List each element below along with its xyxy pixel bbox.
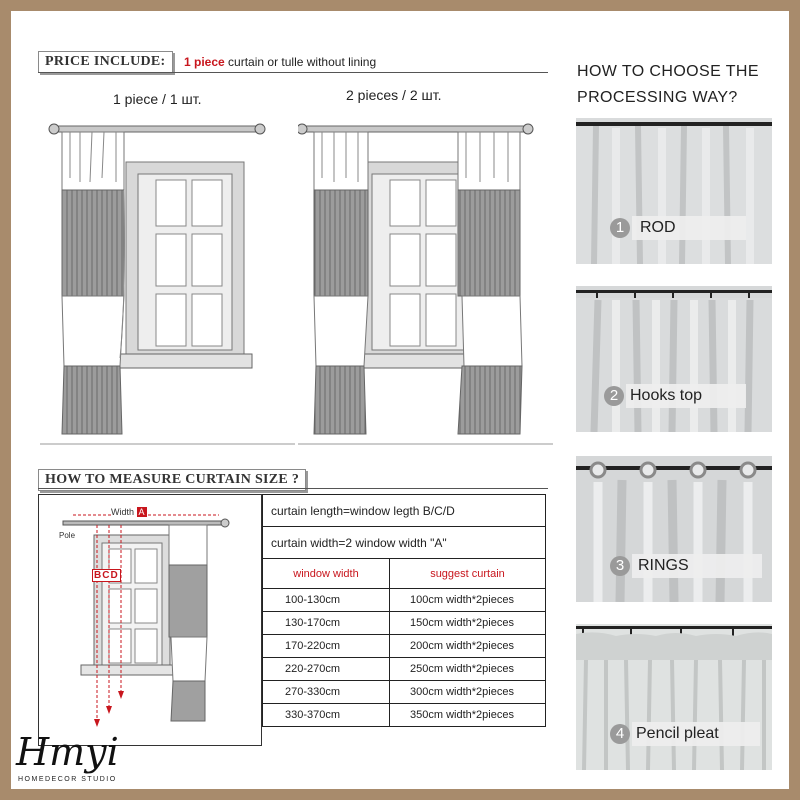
brand-logo: Hmyi: [16, 730, 119, 774]
window-width-cell: 130-170cm: [263, 612, 390, 635]
rod-curtain-image: [576, 118, 772, 264]
width-rule: curtain width=2 window width "A": [263, 527, 546, 559]
length-rule: curtain length=window legth B/C/D: [263, 495, 546, 527]
suggest-curtain-cell: 300cm width*2pieces: [390, 681, 546, 704]
window-width-cell: 170-220cm: [263, 635, 390, 658]
suggest-curtain-cell: 350cm width*2pieces: [390, 704, 546, 727]
diagram-pole-label: Pole: [59, 531, 76, 540]
table-row: [263, 635, 546, 658]
label-d: D: [110, 570, 119, 581]
window-width-cell: 100-130cm: [263, 589, 390, 612]
header-suggest-curtain: suggest curtain: [390, 559, 546, 589]
table-row: [263, 681, 546, 704]
width-text: Width: [111, 507, 135, 517]
measure-label: HOW TO MEASURE CURTAIN SIZE ?: [38, 469, 306, 491]
option-label-pencil-pleat: Pencil pleat: [632, 722, 760, 746]
table-row: [263, 612, 546, 635]
option-label-hooks-top: Hooks top: [626, 384, 746, 408]
suggest-curtain-cell: 100cm width*2pieces: [390, 589, 546, 612]
measure-divider: [38, 488, 548, 489]
option-label-rod: ROD: [632, 216, 746, 240]
suggest-curtain-cell: 150cm width*2pieces: [390, 612, 546, 635]
header-window-width: window width: [263, 559, 390, 589]
price-include-text: [184, 55, 376, 69]
table-row: [263, 704, 546, 727]
window-width-cell: 220-270cm: [263, 658, 390, 681]
price-description: curtain or tulle without lining: [228, 55, 377, 69]
price-divider: [38, 72, 548, 73]
price-include-label: PRICE INCLUDE:: [38, 51, 173, 73]
label-c: C: [102, 570, 111, 581]
processing-option-rod: [576, 118, 772, 264]
table-row: [263, 658, 546, 681]
window-width-cell: 330-370cm: [263, 704, 390, 727]
pencil-pleat-curtain-image: [576, 624, 772, 770]
two-pieces-caption: 2 pieces / 2 шт.: [346, 87, 442, 103]
price-highlight: 1 piece: [184, 55, 225, 69]
label-a: A: [138, 507, 145, 517]
option-number-4: 4: [610, 724, 630, 744]
option-number-1: 1: [610, 218, 630, 238]
processing-title-line2: PROCESSING WAY?: [577, 89, 738, 106]
processing-option-pencil-pleat: [576, 624, 772, 770]
processing-title-line1: HOW TO CHOOSE THE: [577, 63, 759, 80]
hooks-curtain-image: [576, 286, 772, 432]
one-piece-caption: 1 piece / 1 шт.: [113, 91, 202, 107]
measure-table: [262, 494, 546, 727]
processing-option-rings: [576, 456, 772, 602]
brand-subtitle: HOMEDECOR STUDIO: [18, 776, 117, 783]
two-pieces-illustration: [298, 118, 553, 448]
window-width-cell: 270-330cm: [263, 681, 390, 704]
rings-curtain-image: [576, 456, 772, 602]
suggest-curtain-cell: 250cm width*2pieces: [390, 658, 546, 681]
measure-diagram: [38, 494, 262, 746]
one-piece-illustration: [40, 118, 295, 448]
diagram-bcd-label: [92, 569, 121, 582]
diagram-width-label: [111, 507, 147, 517]
table-row: [263, 589, 546, 612]
label-b: B: [94, 570, 103, 581]
suggest-curtain-cell: 200cm width*2pieces: [390, 635, 546, 658]
processing-option-hooks: [576, 286, 772, 432]
option-number-3: 3: [610, 556, 630, 576]
option-number-2: 2: [604, 386, 624, 406]
option-label-rings: RINGS: [632, 554, 762, 578]
